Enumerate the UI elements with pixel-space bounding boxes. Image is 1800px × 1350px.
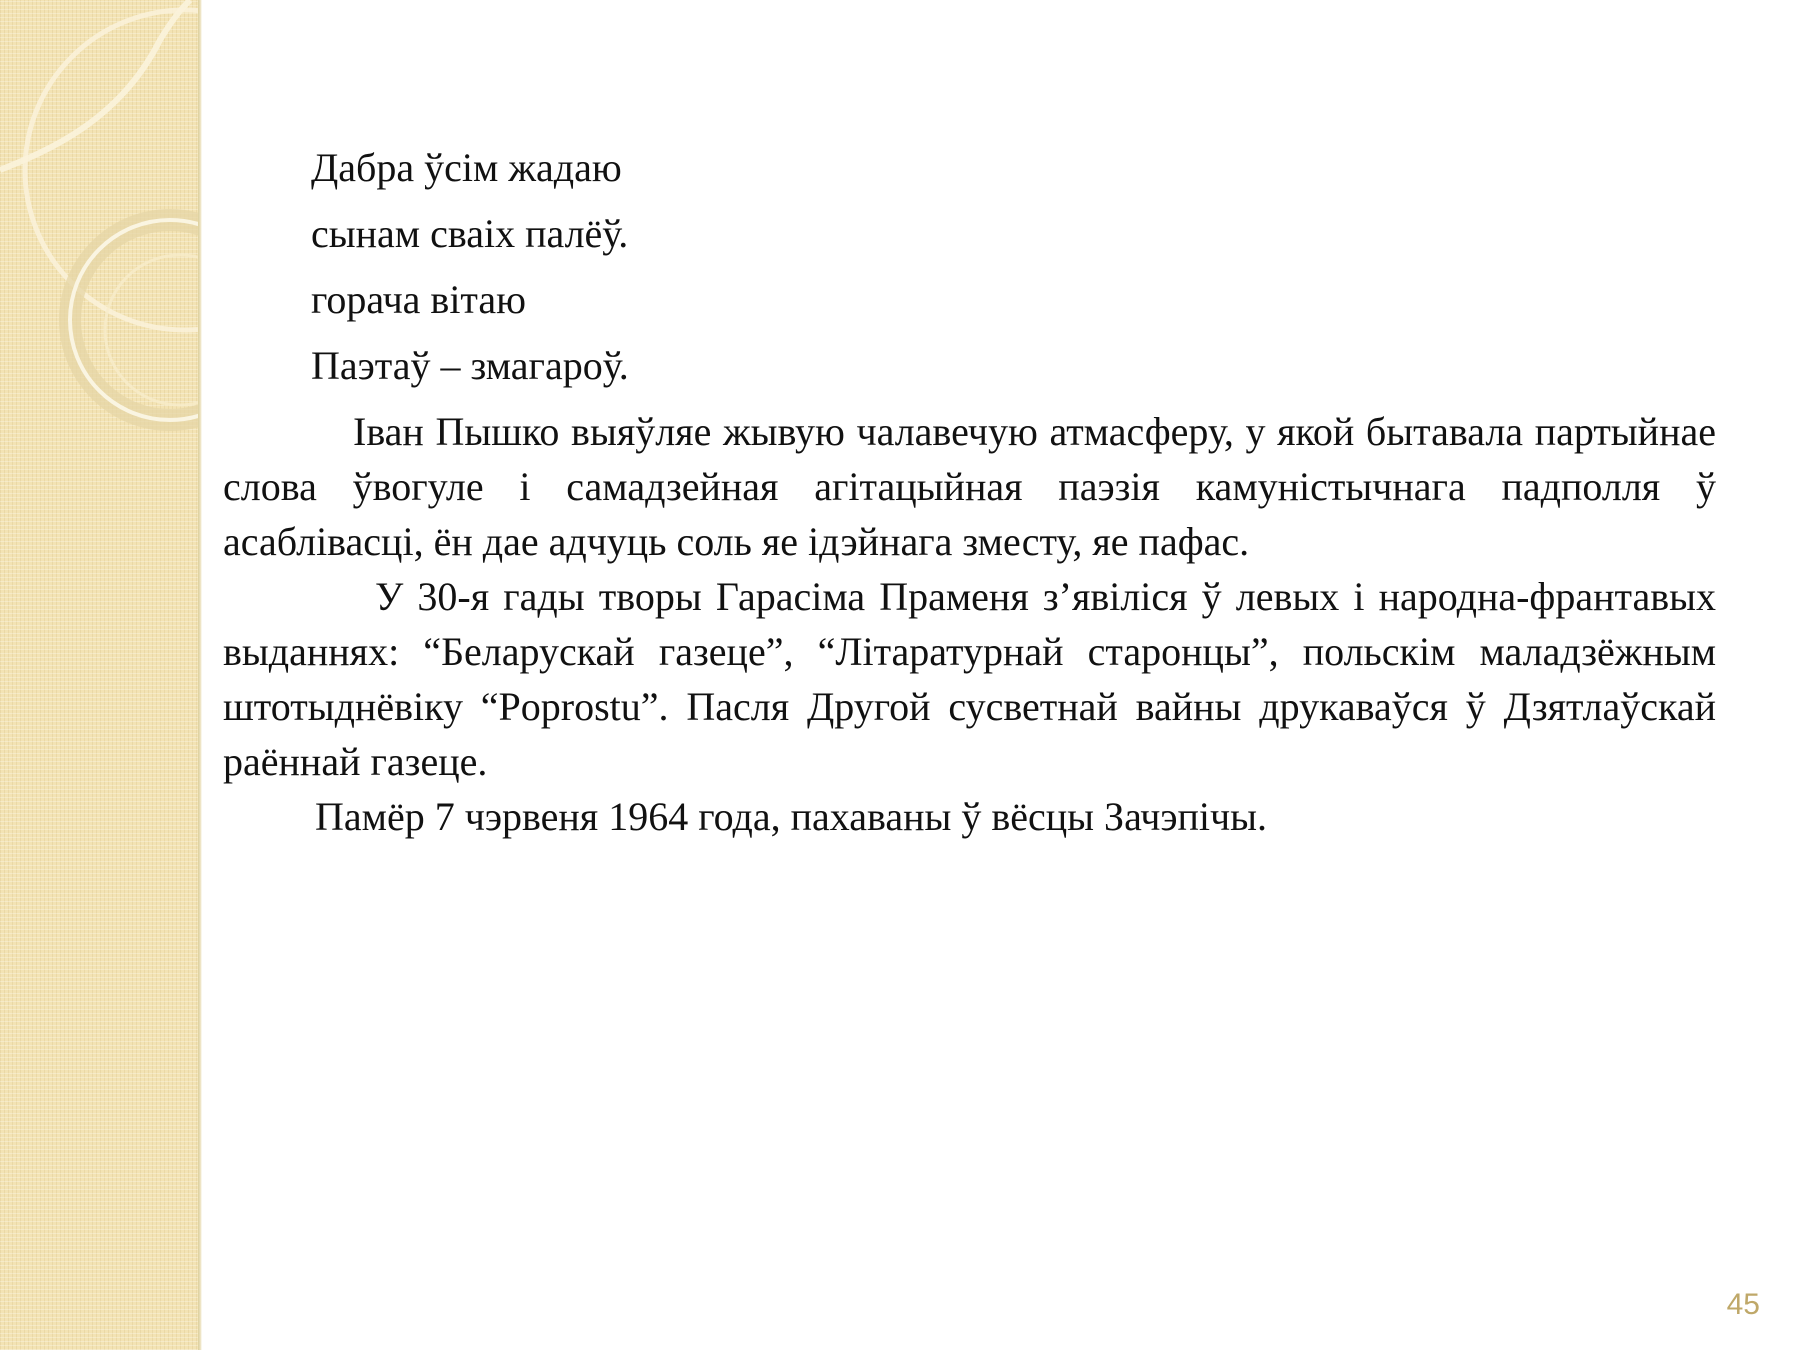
decorative-side-panel [0, 0, 198, 1350]
paragraph-death: Памёр 7 чэрвеня 1964 года, пахаваны ў вёсцы Зачэпічы. [315, 794, 1268, 839]
decorative-ring-large [25, 10, 198, 330]
panel-divider [198, 0, 202, 1350]
poem-line: Паэтаў – змагароў. [311, 343, 629, 388]
decorative-rings [0, 0, 198, 1350]
page-number: 45 [1726, 1288, 1760, 1321]
paragraph-pyshko: Іван Пышко выяўляе жывую чалавечую атмасферу, у якой бытавала партыйнае слова ўвогуле і самадзейная агітацыйная паэзія камуністычнага падполля ў асаблівасці, ён дае адчуць соль яе ідэйнага зместу, яе пафас. [223, 409, 1716, 564]
paragraph-publications: У 30-я гады творы Гарасіма Праменя з’явіліся ў левых і народна-франтавых выданнях: “Беларускай газеце”, “Літаратурнай старонцы”, польскім маладзёжным штотыднёвіку “Poprostu”. Пасля Другой сусветнай вайны друкаваўся ў Дзятлаўскай раённай газеце. [223, 574, 1716, 784]
poem-line: сынам сваіх палёў. [311, 211, 629, 256]
poem-line: горача вітаю [311, 277, 527, 322]
slide-content [223, 140, 1716, 844]
poem-line: Дабра ўсім жадаю [311, 145, 622, 190]
poem-block [223, 140, 1716, 404]
